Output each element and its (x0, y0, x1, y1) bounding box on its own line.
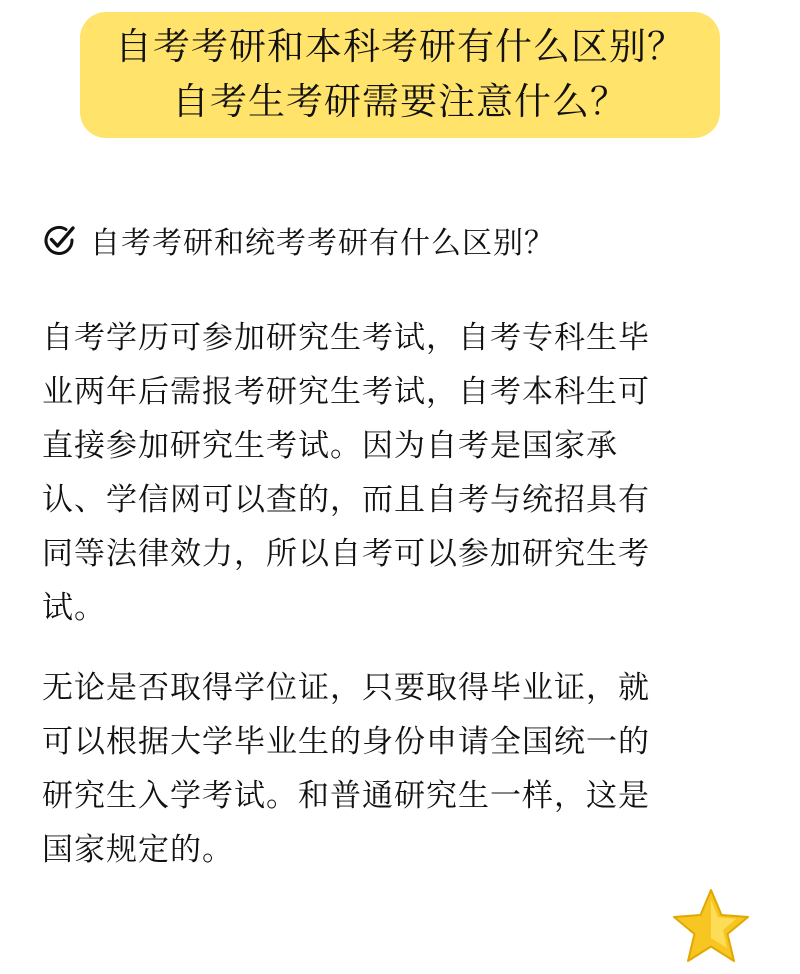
check-circle-icon (42, 223, 76, 257)
paragraph-line: 国家规定的。 (42, 832, 234, 868)
title-banner (0, 0, 800, 150)
paragraph-line: 无论是否取得学位证，只要取得毕业证，就 (42, 670, 650, 706)
paragraph-2 (42, 661, 758, 877)
paragraph-line: 同等法律效力，所以自考可以参加研究生考 (42, 536, 650, 572)
paragraph-line: 直接参加研究生考试。因为自考是国家承 (42, 428, 618, 464)
paragraph-line: 认、学信网可以查的，而且自考与统招具有 (42, 482, 650, 518)
section-heading-text: 自考考研和统考考研有什么区别？ (90, 226, 555, 261)
star-icon (668, 886, 754, 966)
title-line-1: 自考考研和本科考研有什么区别？ (115, 25, 685, 68)
paragraph-line: 自考学历可参加研究生考试，自考专科生毕 (42, 320, 650, 356)
paragraph-line: 试。 (42, 590, 106, 626)
paragraph-line: 业两年后需报考研究生考试，自考本科生可 (42, 374, 650, 410)
title-line-2: 自考生考研需要注意什么？ (172, 80, 628, 123)
paragraph-1 (42, 311, 758, 635)
paragraph-line: 研究生入学考试。和普通研究生一样，这是 (42, 778, 650, 814)
section-heading (42, 215, 555, 265)
paragraph-line: 可以根据大学毕业生的身份申请全国统一的 (42, 724, 650, 760)
